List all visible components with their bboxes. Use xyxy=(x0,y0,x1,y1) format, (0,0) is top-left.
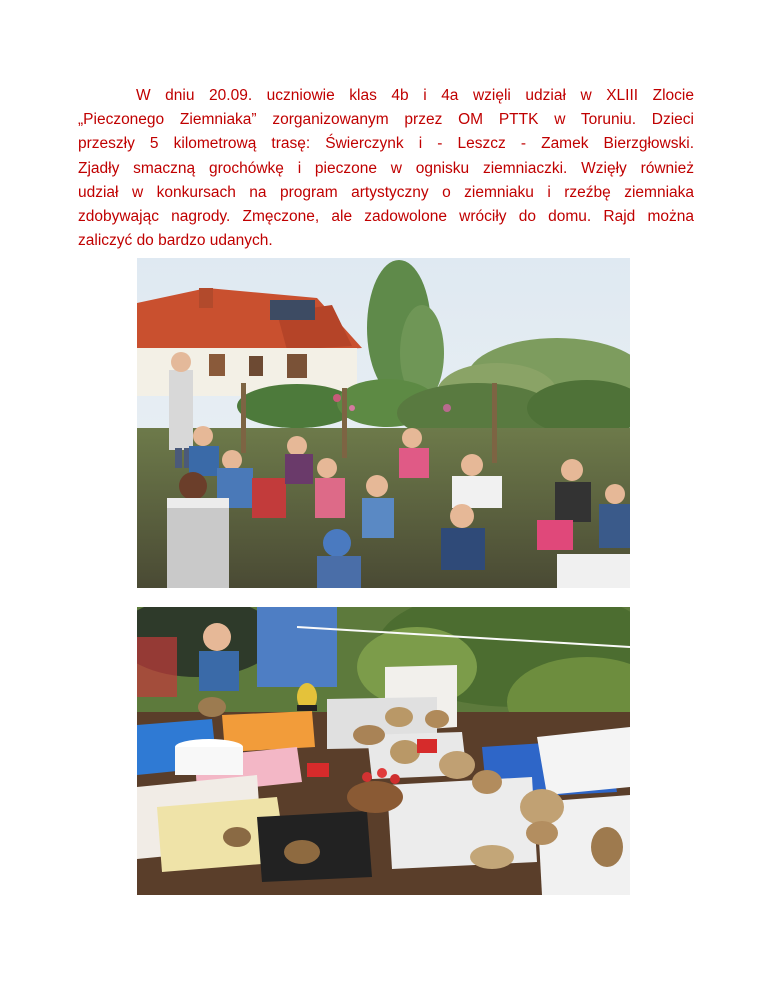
article-line: zdobywając nagrody. Zmęczone, ale zadowolone wróciły do domu. Rajd można xyxy=(78,208,694,226)
photo-children-on-grass xyxy=(137,258,630,588)
photo-potato-sculptures xyxy=(137,607,630,895)
article-line: W dniu 20.09. uczniowie klas 4b i 4a wzięli udział w XLIII Zlocie xyxy=(136,87,694,104)
article-line: Zjadły smaczną grochówkę i pieczone w ognisku ziemniaczki. Wzięły również xyxy=(78,159,694,177)
article-line: zaliczyć do bardzo udanych. xyxy=(78,232,273,250)
article-line: udział w konkursach na program artystyczny o ziemniaku i rzeźbę ziemniaka xyxy=(78,183,694,201)
article-paragraph xyxy=(78,84,694,253)
article-line: „Pieczonego Ziemniaka” zorganizowanym przez OM PTTK w Toruniu. Dzieci xyxy=(78,111,694,129)
article-line: przeszły 5 kilometrową trasę: Świerczynk i - Leszcz - Zamek Bierzgłowski. xyxy=(78,135,694,153)
